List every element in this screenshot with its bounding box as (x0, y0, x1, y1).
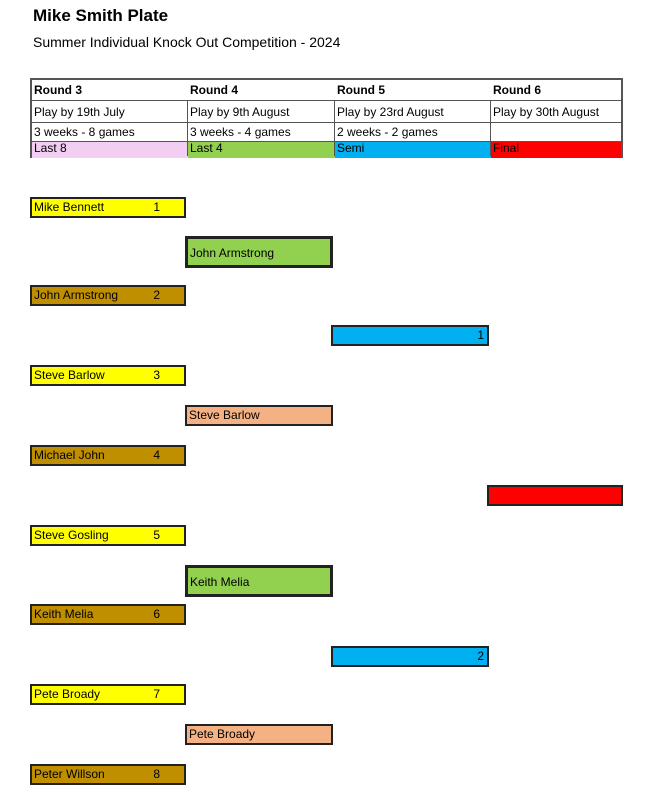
bracket-round3-player (30, 445, 186, 466)
schedule-stage: Last 8 (32, 141, 188, 158)
bracket-final-slot (487, 485, 623, 506)
bracket-round4-player: Steve Barlow (185, 405, 333, 426)
schedule-round-header: Round 6 (493, 83, 541, 97)
page-subtitle: Summer Individual Knock Out Competition - 2024 (33, 34, 341, 50)
player-seed: 5 (153, 528, 160, 542)
player-seed: 6 (153, 607, 160, 621)
schedule-deadline: Play by 30th August (491, 100, 621, 122)
player-name: Keith Melia (34, 607, 94, 621)
bracket-round3-player (30, 365, 186, 386)
player-name: Peter Willson (34, 767, 105, 781)
schedule-deadline: Play by 23rd August (335, 100, 491, 122)
player-seed: 2 (153, 288, 160, 302)
schedule-duration: 3 weeks - 8 games (32, 122, 188, 141)
bracket-round3-player (30, 764, 186, 785)
player-name: Steve Barlow (34, 368, 105, 382)
semi-slot-label: 1 (477, 328, 484, 342)
schedule-duration (491, 122, 621, 141)
schedule-column-round3 (32, 80, 188, 156)
bracket-round3-player (30, 285, 186, 306)
schedule-table (30, 78, 623, 158)
player-name: Steve Gosling (34, 528, 109, 542)
schedule-round-header: Round 3 (34, 83, 82, 97)
schedule-stage: Semi (335, 141, 491, 158)
schedule-round-header: Round 4 (190, 83, 238, 97)
bracket-round4-player: Pete Broady (185, 724, 333, 745)
player-name: Michael John (34, 448, 105, 462)
bracket-semi-slot (331, 325, 489, 346)
bracket-semi-slot (331, 646, 489, 667)
schedule-duration: 2 weeks - 2 games (335, 122, 491, 141)
bracket-round4-player: Keith Melia (185, 565, 333, 597)
schedule-divider (334, 100, 335, 156)
schedule-stage: Final (491, 141, 621, 158)
schedule-column-round4 (188, 80, 335, 156)
schedule-round-header: Round 5 (337, 83, 385, 97)
schedule-column-round5 (335, 80, 491, 156)
schedule-deadline: Play by 19th July (32, 100, 188, 122)
player-seed: 1 (153, 200, 160, 214)
schedule-column-round6 (491, 80, 621, 156)
player-name: John Armstrong (34, 288, 119, 302)
player-seed: 8 (153, 767, 160, 781)
schedule-duration: 3 weeks - 4 games (188, 122, 335, 141)
player-name: Mike Bennett (34, 200, 105, 214)
schedule-stage: Last 4 (188, 141, 335, 158)
page-title: Mike Smith Plate (33, 6, 169, 25)
player-seed: 7 (153, 687, 160, 701)
schedule-divider (187, 100, 188, 156)
schedule-deadline: Play by 9th August (188, 100, 335, 122)
semi-slot-label: 2 (477, 649, 484, 663)
player-seed: 4 (153, 448, 160, 462)
schedule-divider (490, 100, 491, 156)
player-seed: 3 (153, 368, 160, 382)
bracket-round3-player (30, 604, 186, 625)
bracket-round4-player: John Armstrong (185, 236, 333, 268)
bracket-round3-player (30, 525, 186, 546)
bracket-round3-player (30, 684, 186, 705)
bracket-round3-player (30, 197, 186, 218)
player-name: Pete Broady (34, 687, 101, 701)
